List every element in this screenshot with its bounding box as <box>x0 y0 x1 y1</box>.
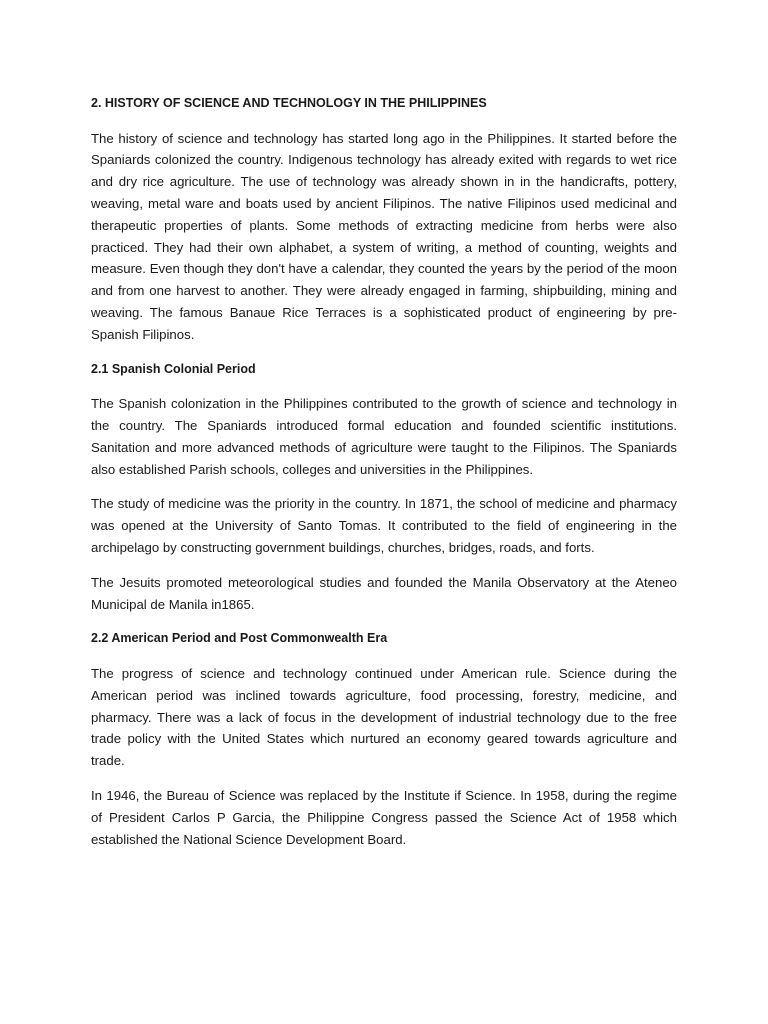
document-page <box>91 93 677 850</box>
paragraph: The progress of science and technology continued under American rule. Science during the American period was inclined towards agriculture, food processing, forestry, medicine, and pharmacy. There was a lack of focus in the development of industrial technology due to the free trade policy with the United States which nurtured an economy geared towards agriculture and trade. <box>91 665 677 769</box>
intro-paragraph: The history of science and technology has started long ago in the Philippines. It started before the Spaniards colonized the country. Indigenous technology has already exited with regards to wet rice and dry rice agriculture. The use of technology was already shown in in the handicrafts, pottery, weaving, metal ware and boats used by ancient Filipinos. The native Filipinos used medicinal and therapeutic properties of plants. Some methods of extracting medicine from herbs were also practiced. They had their own alphabet, a system of writing, a method of counting, weights and measure. Even though they don't have a calendar, they counted the years by the period of the moon and from one harvest to another. They were already engaged in farming, shipbuilding, mining and weaving. The famous Banaue Rice Terraces is a sophisticated product of engineering by pre-Spanish Filipinos. <box>91 130 677 342</box>
section-title: 2. HISTORY OF SCIENCE AND TECHNOLOGY IN THE PHILIPPINES <box>91 96 487 110</box>
paragraph: In 1946, the Bureau of Science was replaced by the Institute if Science. In 1958, during the regime of President Carlos P Garcia, the Philippine Congress passed the Science Act of 1958 which established the National Science Development Board. <box>91 787 677 847</box>
subsection-title-spanish-period: 2.1 Spanish Colonial Period <box>91 361 256 376</box>
paragraph: The Jesuits promoted meteorological studies and founded the Manila Observatory at the Ateneo Municipal de Manila in1865. <box>91 574 677 612</box>
subsection-title-american-period: 2.2 American Period and Post Commonwealth Era <box>91 631 388 646</box>
paragraph: The study of medicine was the priority in the country. In 1871, the school of medicine and pharmacy was opened at the University of Santo Tomas. It contributed to the field of engineering in the archipelago by constructing government buildings, churches, bridges, roads, and forts. <box>91 496 677 555</box>
paragraph: The Spanish colonization in the Philippines contributed to the growth of science and technology in the country. The Spaniards introduced formal education and founded scientific institutions. Sanitation and more advanced methods of agriculture were taught to the Filipinos. The Spaniards also established Parish schools, colleges and universities in the Philippines. <box>91 396 677 477</box>
